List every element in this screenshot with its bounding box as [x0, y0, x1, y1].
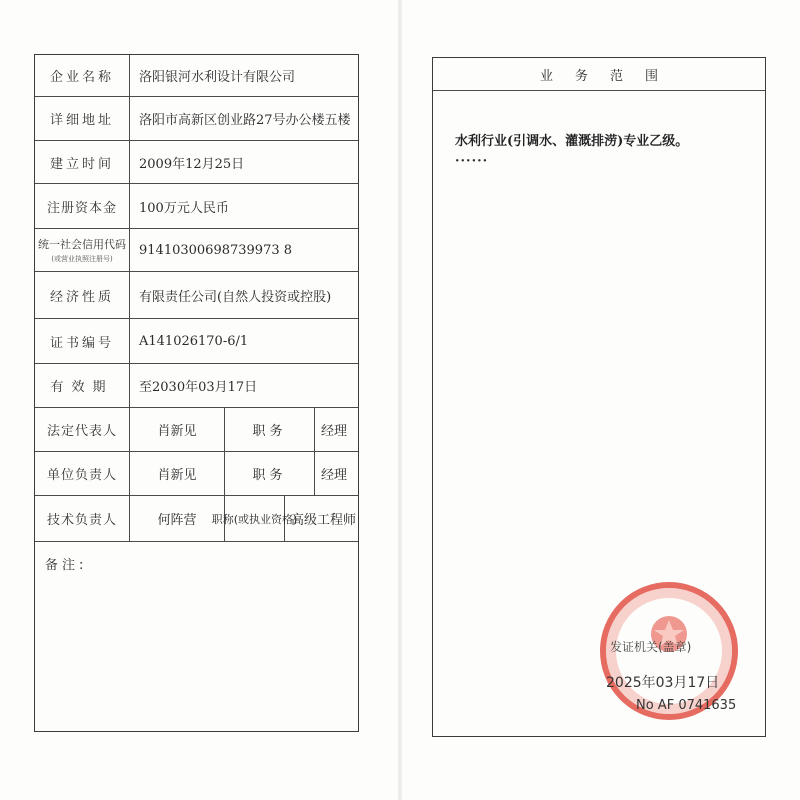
label-legal-rep-position: 职务	[225, 408, 315, 451]
label-credit-code-sub: (或营业执照注册号)	[51, 255, 113, 263]
value-credit-code: 91410300698739973 8	[139, 242, 293, 258]
label-cert-number: 证书编号	[35, 319, 130, 363]
value-legal-rep-name: 肖新见	[130, 408, 225, 451]
label-tech-head: 技术负责人	[35, 496, 130, 541]
row-unit-head	[35, 452, 358, 496]
label-unit-head: 单位负责人	[35, 452, 130, 495]
label-address: 详细地址	[35, 97, 130, 140]
row-cert-number	[35, 319, 358, 364]
row-tech-head	[35, 496, 358, 542]
business-scope-dots: ······	[455, 154, 489, 169]
value-tech-head-position: 高级工程师	[291, 513, 357, 528]
value-cert-number: A141026170-6/1	[139, 333, 249, 349]
value-company-name: 洛阳银河水利设计有限公司	[139, 70, 296, 85]
value-unit-head-position: 经理	[321, 468, 348, 483]
label-legal-rep: 法定代表人	[35, 408, 130, 451]
label-validity: 有效期	[35, 364, 130, 407]
row-legal-rep	[35, 408, 358, 452]
row-address	[35, 97, 358, 141]
seal-serial-number: No AF 0741635	[636, 698, 737, 713]
label-unit-head-position: 职务	[225, 452, 315, 495]
value-legal-rep-position: 经理	[321, 424, 348, 439]
row-validity	[35, 364, 358, 408]
value-economic-nature: 有限责任公司(自然人投资或控股)	[139, 289, 332, 305]
row-capital	[35, 184, 358, 229]
label-economic-nature: 经济性质	[35, 272, 130, 318]
remarks-label: 备注:	[45, 558, 88, 573]
label-credit-code	[35, 229, 130, 271]
business-scope-text: 水利行业(引调水、灌溉排涝)专业乙级。	[455, 134, 689, 149]
row-founded	[35, 141, 358, 184]
business-scope-header: 业务范围	[433, 58, 765, 91]
seal-issuer: 发证机关(盖章)	[610, 640, 692, 654]
row-company-name	[35, 55, 358, 97]
value-founded: 2009年12月25日	[139, 156, 245, 172]
value-validity: 至2030年03月17日	[139, 380, 258, 395]
label-company-name: 企业名称	[35, 55, 130, 96]
page-fold	[398, 0, 402, 800]
certificate-info-table	[34, 54, 359, 732]
row-economic-nature	[35, 272, 358, 319]
row-credit-code	[35, 229, 358, 272]
value-tech-head-name: 何阵营	[130, 496, 225, 541]
label-credit-code-main: 统一社会信用代码	[38, 238, 126, 251]
official-seal	[594, 576, 744, 726]
label-capital: 注册资本金	[35, 184, 130, 228]
label-founded: 建立时间	[35, 141, 130, 183]
value-address: 洛阳市高新区创业路27号办公楼五楼	[139, 113, 351, 128]
value-capital: 100万元人民币	[139, 200, 229, 216]
seal-date: 2025年03月17日	[606, 675, 720, 691]
label-tech-head-position: 职称(或执业资格)	[225, 496, 285, 541]
value-unit-head-name: 肖新见	[130, 452, 225, 495]
